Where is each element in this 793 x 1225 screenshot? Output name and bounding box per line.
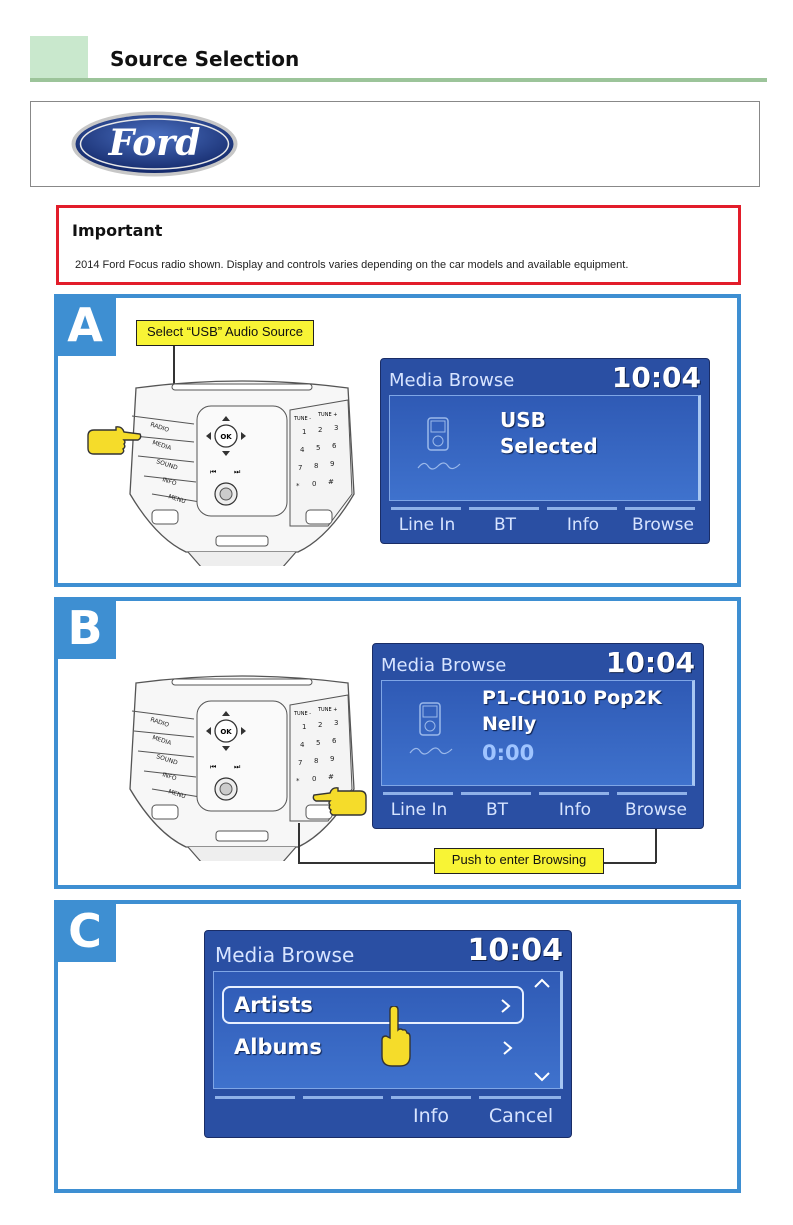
radio-faceplate-b <box>122 671 362 861</box>
screen-b-button-info[interactable]: Info <box>558 800 592 820</box>
svg-text:⏮: ⏮ <box>210 468 217 476</box>
svg-text:INFO: INFO <box>161 771 178 783</box>
svg-text:0: 0 <box>312 480 317 488</box>
screen-c-button-info[interactable]: Info <box>413 1105 449 1127</box>
svg-text:8: 8 <box>314 462 319 470</box>
header-rule <box>30 78 767 82</box>
screen-b-content <box>381 680 695 786</box>
svg-text:INFO: INFO <box>161 476 178 488</box>
svg-text:1: 1 <box>302 723 307 731</box>
svg-text:1: 1 <box>302 428 307 436</box>
important-title: Important <box>72 221 163 240</box>
svg-text:9: 9 <box>330 460 335 468</box>
list-item-artists-label: Artists <box>234 993 313 1017</box>
screen-c-button-cancel[interactable]: Cancel <box>488 1105 554 1127</box>
screen-c-title: Media Browse <box>215 943 355 967</box>
svg-text:6: 6 <box>332 442 337 450</box>
svg-text:MEDIA: MEDIA <box>151 734 173 747</box>
push-browse-callout: Push to enter Browsing <box>434 848 604 874</box>
panel-a-letter: A <box>54 294 116 356</box>
svg-text:RADIO: RADIO <box>149 716 170 729</box>
svg-text:5: 5 <box>316 444 321 452</box>
ford-logo-icon <box>71 111 238 177</box>
svg-text:4: 4 <box>300 446 305 454</box>
svg-text:6: 6 <box>332 737 337 745</box>
screen-b-line1: P1-CH010 Pop2K <box>482 687 662 709</box>
svg-text:7: 7 <box>298 464 303 472</box>
svg-text:5: 5 <box>316 739 321 747</box>
pointing-hand-icon <box>378 1006 412 1068</box>
svg-text:*: * <box>296 777 300 785</box>
svg-text:SOUND: SOUND <box>155 753 179 767</box>
screen-b-elapsed: 0:00 <box>482 741 535 765</box>
display-screen-b <box>372 643 704 829</box>
svg-text:TUNE +: TUNE + <box>318 707 338 713</box>
panel-c <box>54 900 741 1193</box>
sync-logo-icon <box>408 743 454 757</box>
ford-logo-text: Ford <box>108 122 201 164</box>
panel-c-letter: C <box>54 900 116 962</box>
svg-text:MENU: MENU <box>167 788 187 801</box>
list-item-artists[interactable] <box>222 986 524 1024</box>
panel-b-letter: B <box>54 597 116 659</box>
display-screen-c <box>204 930 572 1138</box>
header-tab <box>30 36 88 78</box>
svg-text:⏭: ⏭ <box>234 763 241 771</box>
sync-logo-icon <box>416 458 462 472</box>
svg-text:⏭: ⏭ <box>234 468 241 476</box>
logo-box <box>30 101 760 187</box>
screen-b-time: 10:04 <box>605 646 695 679</box>
display-screen-a <box>380 358 710 544</box>
svg-text:RADIO: RADIO <box>149 421 170 434</box>
svg-text:OK: OK <box>220 728 232 736</box>
radio-faceplate-a <box>122 376 362 566</box>
chevron-right-icon <box>500 998 512 1014</box>
svg-text:OK: OK <box>220 433 232 441</box>
radio-faceplate-icon <box>122 376 362 566</box>
screen-c-list <box>213 971 563 1089</box>
important-note: 2014 Ford Focus radio shown. Display and controls varies depending on the car models and available equipment. <box>75 259 629 271</box>
screen-a-time: 10:04 <box>611 361 701 394</box>
svg-text:*: * <box>296 482 300 490</box>
screen-b-title: Media Browse <box>381 655 507 676</box>
chevron-right-icon <box>502 1040 514 1056</box>
svg-text:8: 8 <box>314 757 319 765</box>
svg-text:SOUND: SOUND <box>155 458 179 472</box>
svg-text:0: 0 <box>312 775 317 783</box>
screen-b-button-bt[interactable]: BT <box>485 800 509 820</box>
svg-text:3: 3 <box>334 424 339 432</box>
svg-text:#: # <box>328 773 334 781</box>
svg-text:TUNE -: TUNE - <box>294 711 312 717</box>
svg-text:⏮: ⏮ <box>210 763 217 771</box>
screen-b-button-line-in[interactable]: Line In <box>390 800 448 820</box>
svg-text:4: 4 <box>300 741 305 749</box>
panel-b <box>54 597 741 889</box>
screen-a-button-browse[interactable]: Browse <box>632 515 694 535</box>
list-item-albums-label: Albums <box>234 1035 322 1059</box>
screen-a-content <box>389 395 701 501</box>
svg-text:MEDIA: MEDIA <box>151 439 173 452</box>
pointing-hand-icon <box>310 787 368 819</box>
svg-text:3: 3 <box>334 719 339 727</box>
screen-c-time: 10:04 <box>467 933 563 968</box>
svg-text:TUNE +: TUNE + <box>318 412 338 418</box>
screen-a-button-line-in[interactable]: Line In <box>398 515 456 535</box>
screen-a-button-info[interactable]: Info <box>566 515 600 535</box>
svg-text:MENU: MENU <box>167 493 187 506</box>
svg-text:TUNE -: TUNE - <box>294 416 312 422</box>
svg-text:#: # <box>328 478 334 486</box>
screen-a-line2: Selected <box>500 434 598 458</box>
panel-a <box>54 294 741 587</box>
chevron-down-icon[interactable] <box>532 1070 552 1084</box>
screen-b-button-browse[interactable]: Browse <box>625 800 687 820</box>
radio-faceplate-icon <box>122 671 362 861</box>
svg-text:2: 2 <box>318 426 323 434</box>
svg-text:9: 9 <box>330 755 335 763</box>
pointing-hand-icon <box>86 426 142 458</box>
svg-text:2: 2 <box>318 721 323 729</box>
important-notice <box>56 205 741 285</box>
svg-text:7: 7 <box>298 759 303 767</box>
select-usb-callout: Select “USB” Audio Source <box>136 320 314 346</box>
screen-a-button-bt[interactable]: BT <box>493 515 517 535</box>
screen-a-line1: USB <box>500 408 546 432</box>
screen-a-title: Media Browse <box>389 370 515 391</box>
list-item-albums[interactable] <box>222 1030 524 1068</box>
page-title: Source Selection <box>110 47 300 71</box>
chevron-up-icon[interactable] <box>532 976 552 990</box>
screen-b-line2: Nelly <box>482 713 537 735</box>
